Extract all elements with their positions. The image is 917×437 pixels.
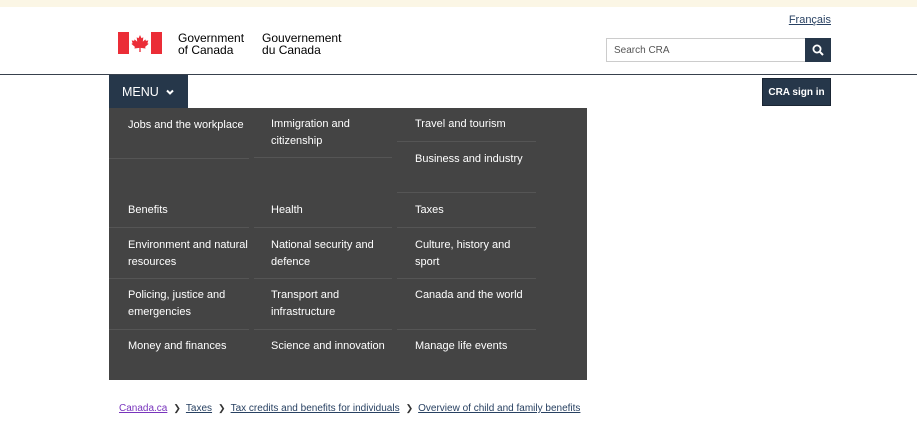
menu-divider bbox=[254, 278, 392, 279]
menu-divider bbox=[397, 278, 536, 279]
menu-divider bbox=[254, 329, 392, 330]
language-toggle-link[interactable]: Français bbox=[788, 14, 831, 26]
menu-item-money[interactable]: Money and finances bbox=[128, 340, 227, 352]
menu-divider bbox=[109, 227, 249, 228]
brand-french-line2: du Canada bbox=[262, 43, 321, 57]
menu-item-health[interactable]: Health bbox=[271, 204, 303, 216]
menu-divider bbox=[397, 329, 536, 330]
search-icon bbox=[812, 44, 824, 56]
menu-label: MENU bbox=[122, 84, 159, 99]
menu-item-benefits[interactable]: Benefits bbox=[128, 204, 168, 216]
chevron-right-icon: ❯ bbox=[218, 403, 226, 413]
menu-item-culture[interactable]: Culture, history and sport bbox=[415, 239, 511, 268]
menu-item-taxes[interactable]: Taxes bbox=[415, 204, 444, 216]
brand-english-line2: of Canada bbox=[178, 43, 234, 57]
menu-item-transport[interactable]: Transport and infrastructure bbox=[271, 289, 340, 318]
cra-sign-in-button[interactable]: CRA sign in bbox=[762, 78, 831, 106]
menu-item-immigration[interactable]: Immigration and citizenship bbox=[271, 118, 350, 147]
menu-item-science[interactable]: Science and innovation bbox=[271, 340, 385, 352]
top-strip bbox=[0, 0, 917, 7]
menu-divider bbox=[254, 227, 392, 228]
gc-signature[interactable] bbox=[118, 32, 359, 56]
breadcrumb-link-canada[interactable]: Canada.ca bbox=[119, 403, 168, 414]
menu-item-travel[interactable]: Travel and tourism bbox=[415, 118, 506, 130]
menu-item-environment[interactable]: Environment and natural resources bbox=[128, 239, 248, 268]
breadcrumb-link-tax-credits[interactable]: Tax credits and benefits for individuals bbox=[230, 403, 400, 414]
menu-button[interactable] bbox=[109, 75, 188, 108]
menu-divider bbox=[397, 141, 536, 142]
menu-divider bbox=[397, 227, 536, 228]
brand-english-line1: Government bbox=[178, 31, 245, 45]
menu-divider bbox=[109, 329, 249, 330]
menu-panel bbox=[109, 108, 587, 380]
menu-item-life-events[interactable]: Manage life events bbox=[415, 340, 508, 352]
menu-item-security[interactable]: National security and defence bbox=[271, 239, 374, 268]
menu-item-jobs[interactable]: Jobs and the workplace bbox=[128, 119, 244, 131]
search-button[interactable] bbox=[805, 38, 831, 62]
menu-item-business[interactable]: Business and industry bbox=[415, 153, 523, 165]
chevron-right-icon: ❯ bbox=[173, 403, 181, 413]
menu-item-policing[interactable]: Policing, justice and emergencies bbox=[128, 289, 226, 318]
breadcrumb-link-child-benefits[interactable]: Overview of child and family benefits bbox=[418, 403, 581, 414]
menu-divider bbox=[254, 157, 392, 158]
breadcrumb bbox=[119, 403, 580, 414]
brand-french-line1: Gouvernement bbox=[262, 31, 342, 45]
menu-divider bbox=[109, 158, 249, 159]
search-input[interactable] bbox=[606, 38, 805, 62]
search-form bbox=[606, 38, 831, 62]
chevron-down-icon bbox=[165, 87, 175, 97]
menu-divider bbox=[109, 278, 249, 279]
menu-item-canada-world[interactable]: Canada and the world bbox=[415, 289, 523, 301]
canada-flag-icon bbox=[118, 32, 162, 54]
chevron-right-icon: ❯ bbox=[405, 403, 414, 413]
menu-divider bbox=[397, 192, 536, 193]
breadcrumb-link-taxes[interactable]: Taxes bbox=[185, 403, 213, 414]
